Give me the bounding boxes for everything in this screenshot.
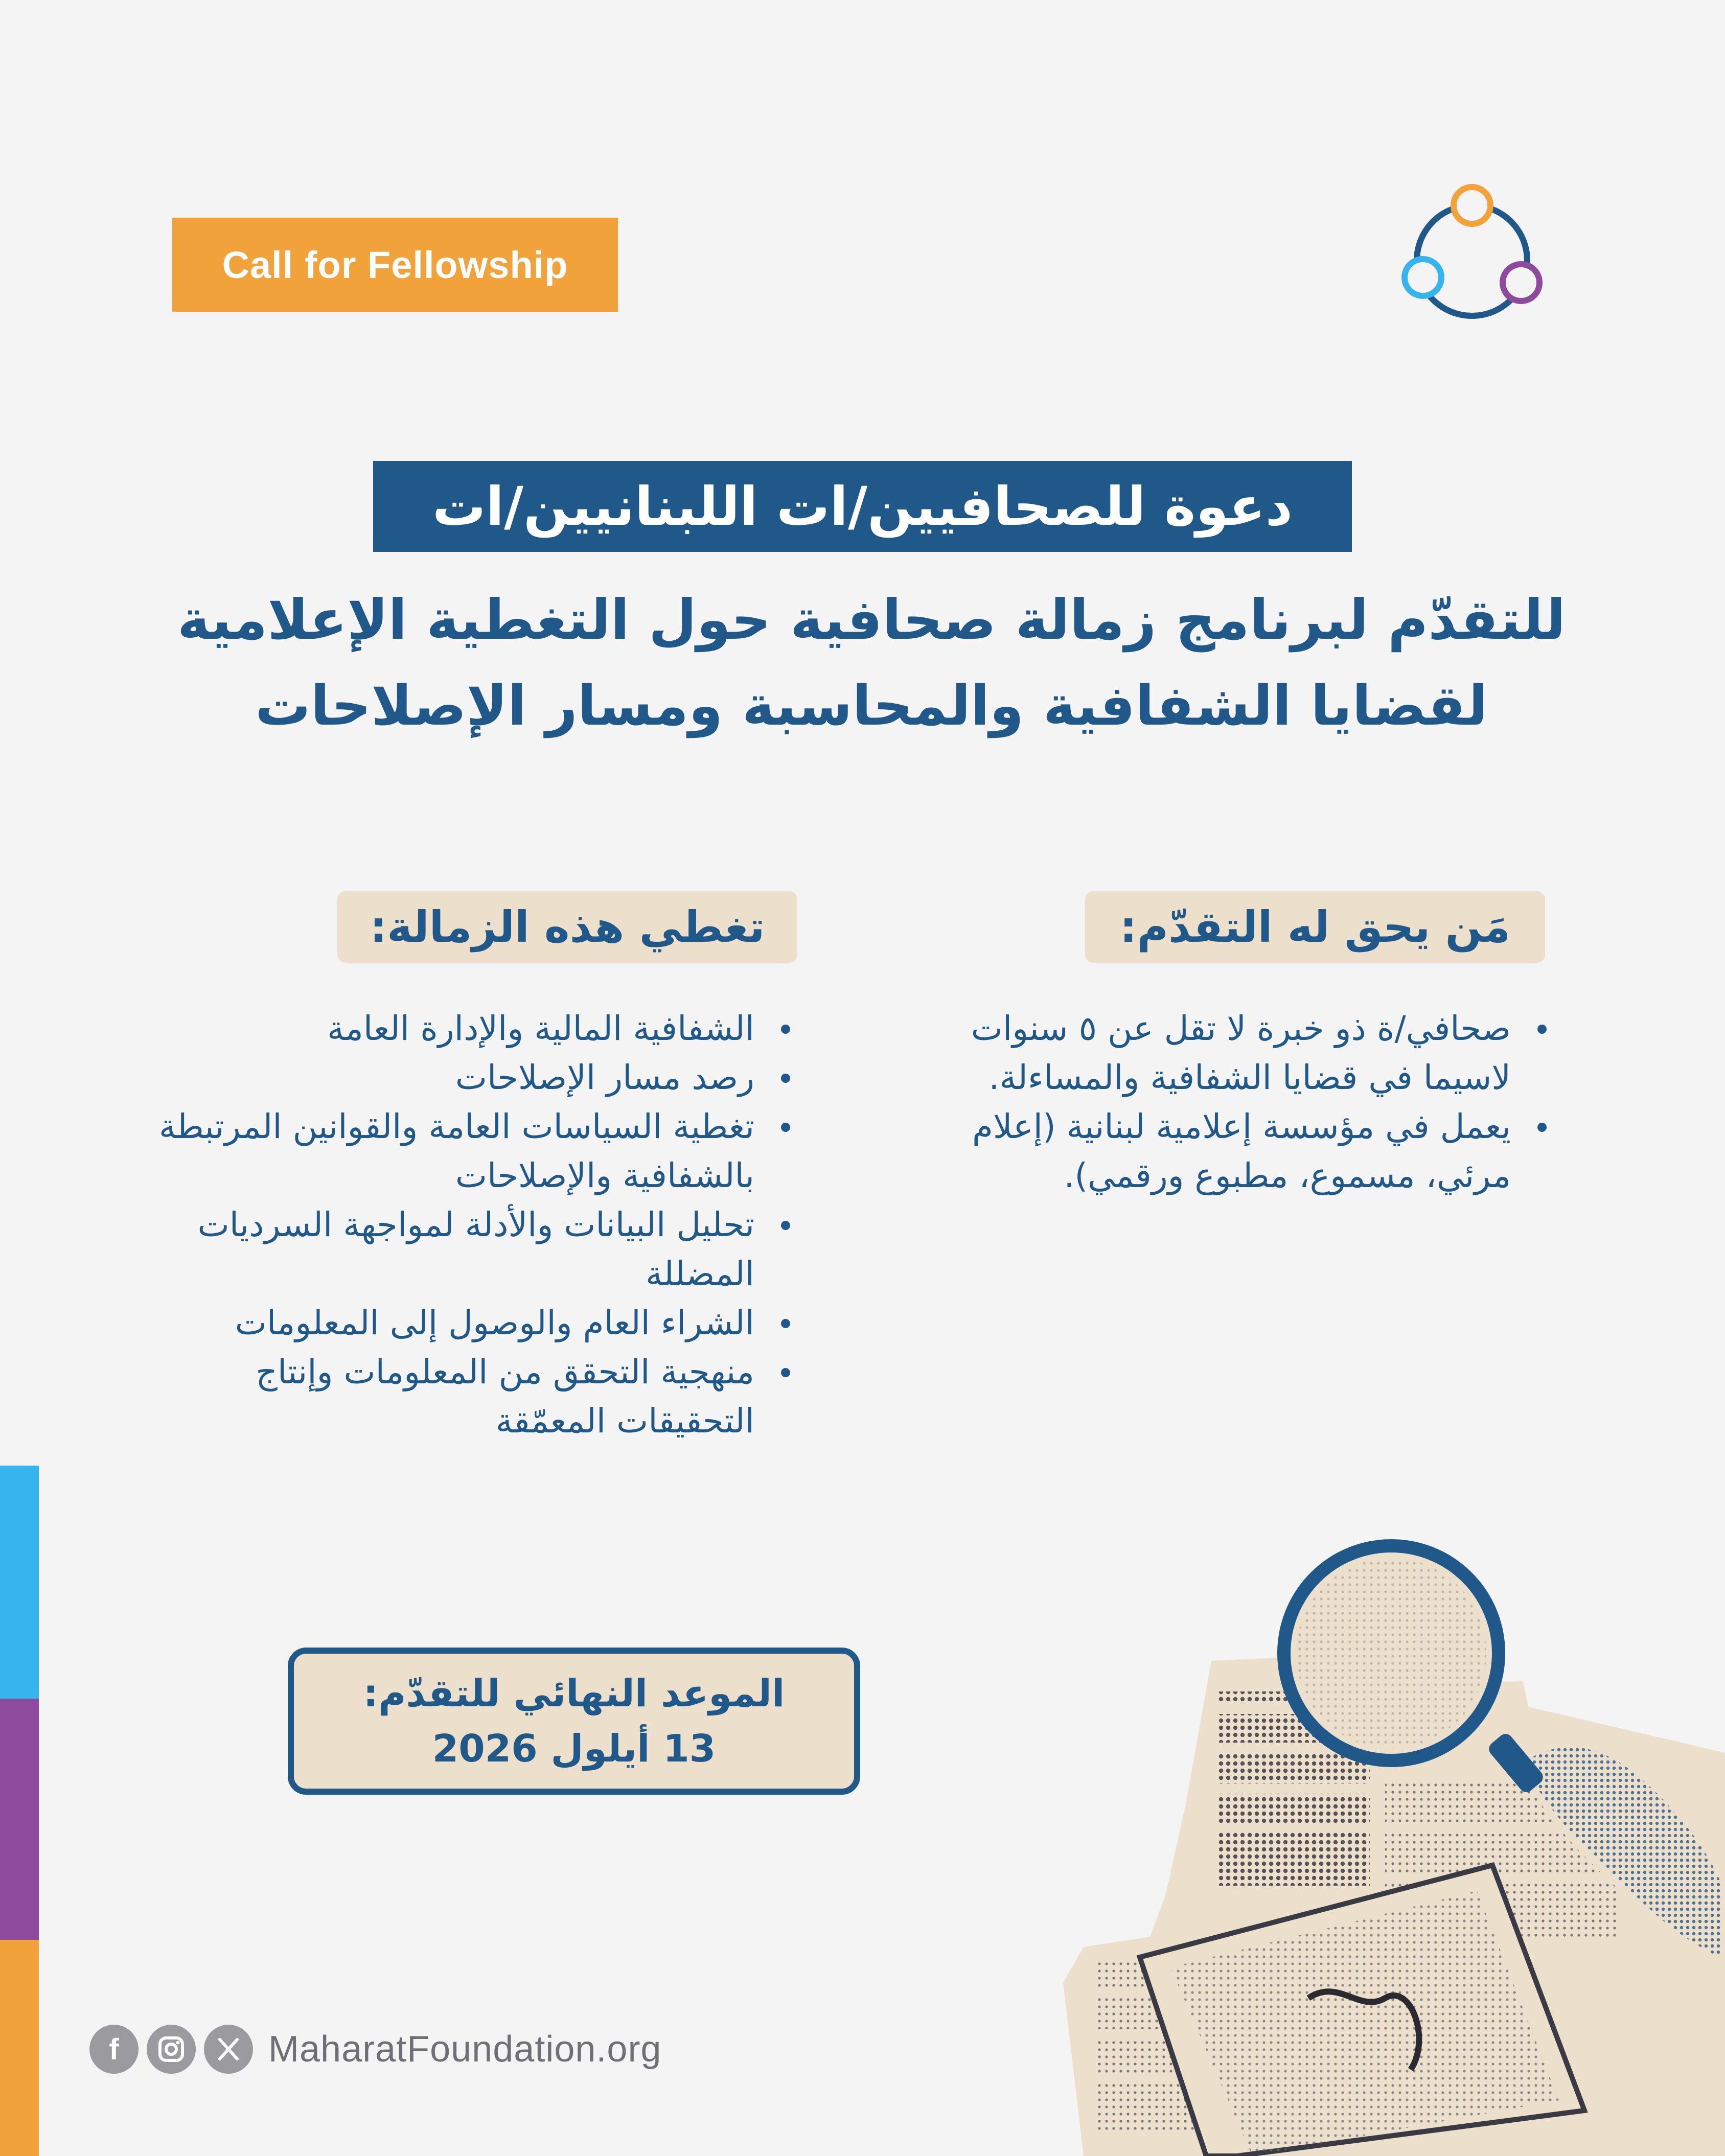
list-item: رصد مسار الإصلاحات xyxy=(133,1053,797,1102)
deadline-label: الموعد النهائي للتقدّم: xyxy=(363,1672,785,1715)
tag-label: Call for Fellowship xyxy=(222,243,568,286)
headline-banner xyxy=(373,461,1352,552)
facebook-icon[interactable]: f xyxy=(89,2025,139,2074)
headline: دعوة للصحافيين/ات اللبنانيين/ات xyxy=(432,475,1293,538)
list-item: تغطية السياسات العامة والقوانين المرتبطة بالشفافية والإصلاحات xyxy=(133,1102,797,1200)
instagram-icon[interactable] xyxy=(147,2025,196,2074)
subheadline-line-1: للتقدّم لبرنامج زمالة صحافية حول التغطية الإعلامية xyxy=(177,588,1566,652)
coverage-list xyxy=(133,1004,797,1446)
subheadline-line-2: لقضايا الشفافية والمحاسبة ومسار الإصلاحات xyxy=(255,674,1488,738)
list-item: تحليل البيانات والأدلة لمواجهة السرديات المضللة xyxy=(133,1200,797,1299)
list-item: منهجية التحقق من المعلومات وإنتاج التحقيقات المعمّقة xyxy=(133,1348,797,1446)
accent-strip-purple xyxy=(0,1699,39,1940)
list-item: صحافي/ة ذو خبرة لا تقل عن ٥ سنوات لاسيما في قضايا الشفافية والمساءلة. xyxy=(966,1004,1554,1102)
website-link[interactable]: MaharatFoundation.org xyxy=(268,2029,662,2070)
x-icon[interactable] xyxy=(204,2025,253,2074)
subheadline xyxy=(169,577,1574,749)
papers-magnifier-illustration xyxy=(1053,1538,1725,2156)
deadline-date: 13 أيلول 2026 xyxy=(432,1727,716,1771)
list-item: الشراء العام والوصول إلى المعلومات xyxy=(133,1299,797,1348)
call-for-fellowship-tag xyxy=(172,218,618,312)
three-circle-network-icon xyxy=(1395,179,1549,327)
deadline-box xyxy=(288,1648,860,1795)
eligibility-list xyxy=(966,1004,1554,1200)
coverage-title: تغطي هذه الزمالة: xyxy=(337,891,797,963)
footer xyxy=(89,2024,661,2075)
list-item: الشفافية المالية والإدارة العامة xyxy=(133,1004,797,1053)
accent-strip-orange xyxy=(0,1940,39,2156)
list-item: يعمل في مؤسسة إعلامية لبنانية (إعلام مرئي، مسموع، مطبوع ورقمي). xyxy=(966,1102,1554,1200)
accent-strip-blue xyxy=(0,1466,39,1699)
eligibility-title: مَن يحق له التقدّم: xyxy=(1085,891,1545,963)
